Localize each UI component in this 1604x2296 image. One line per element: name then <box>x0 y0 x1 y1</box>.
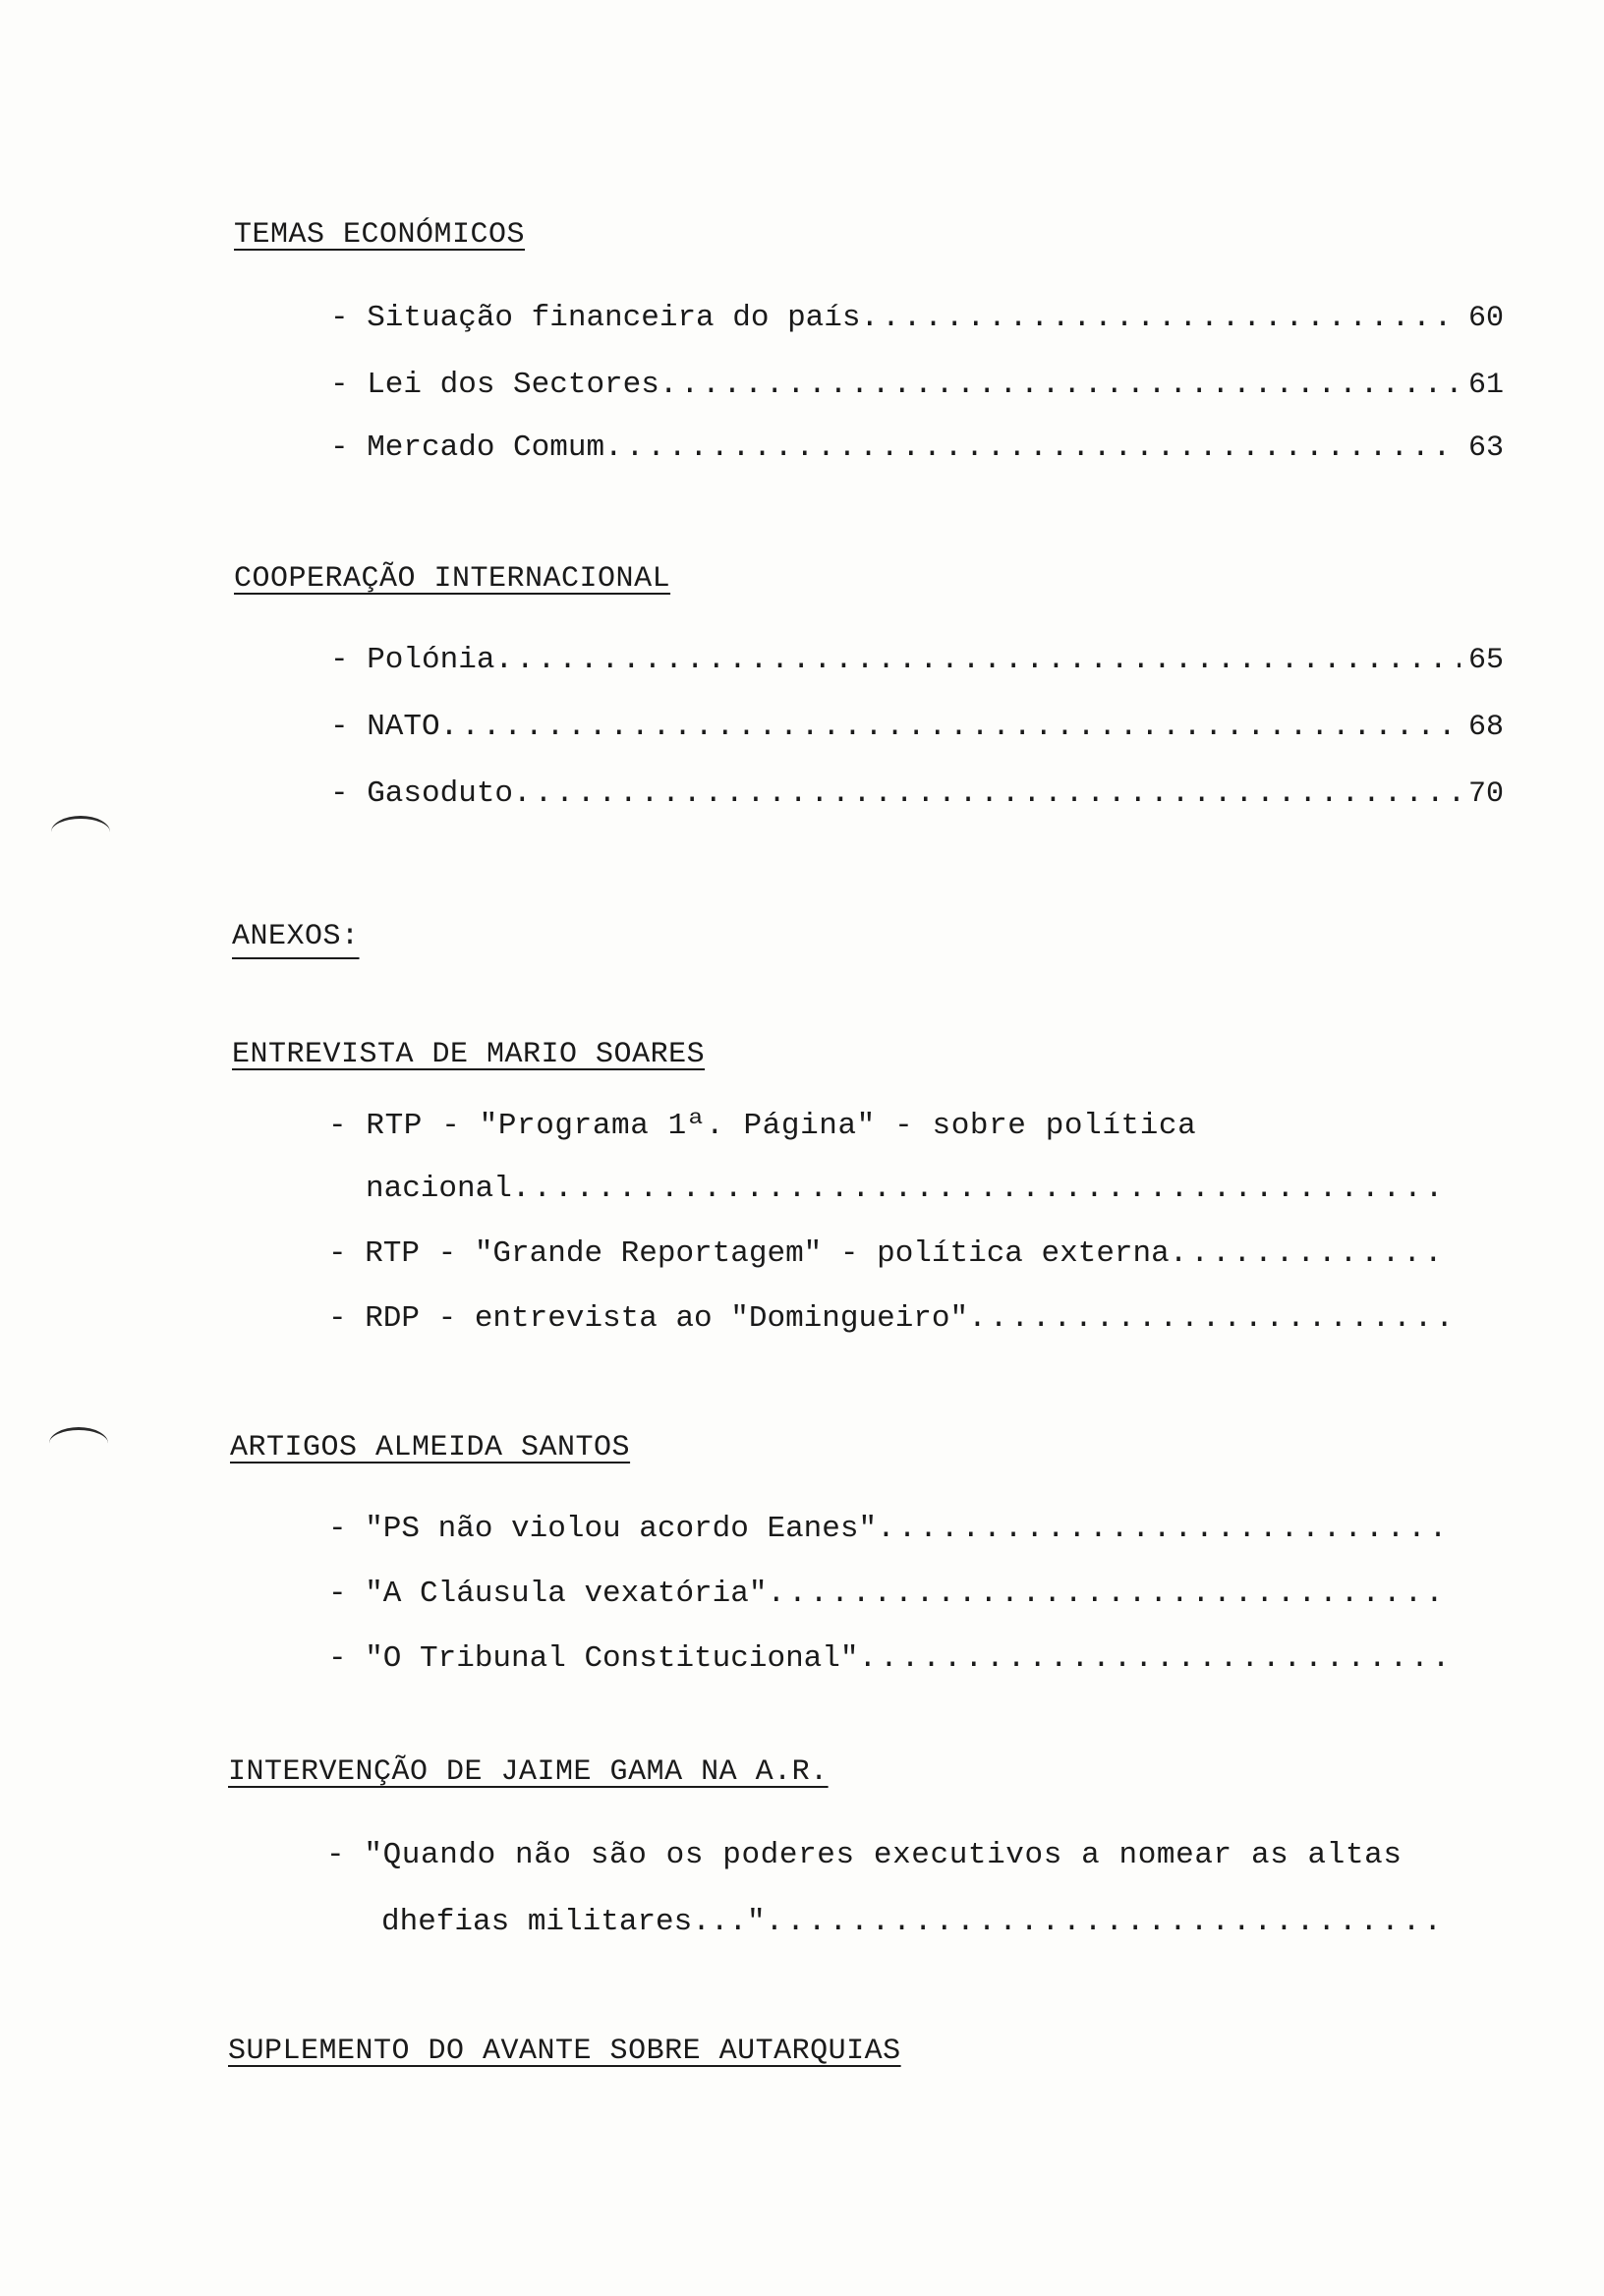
dot-leader <box>512 1172 1449 1206</box>
toc-entry-page: 68 <box>1467 711 1504 744</box>
toc-entry <box>328 1641 1449 1676</box>
section-heading-supplement: SUPLEMENTO DO AVANTE SOBRE AUTARQUIAS <box>228 2035 901 2068</box>
toc-entry-title: - NATO <box>330 710 440 744</box>
dot-leader <box>1170 1236 1449 1271</box>
dot-leader <box>513 776 1461 811</box>
toc-entry-title: - Mercado Comum <box>330 430 605 465</box>
toc-entry <box>328 1512 1449 1546</box>
section-heading-articles: ARTIGOS ALMEIDA SANTOS <box>230 1431 631 1464</box>
toc-entry <box>328 1577 1449 1611</box>
toc-entry <box>366 1172 1449 1206</box>
punch-hole-mark-top <box>51 816 110 848</box>
toc-entry-page: 61 <box>1467 369 1504 402</box>
toc-entry <box>328 1301 1449 1336</box>
dot-leader <box>604 430 1461 465</box>
toc-entry-title: - Polónia <box>330 643 495 677</box>
toc-entry <box>330 430 1504 465</box>
punch-hole-mark-bottom <box>49 1427 108 1460</box>
dot-leader <box>767 1577 1449 1611</box>
toc-entry-page: 65 <box>1467 644 1504 677</box>
dot-leader <box>659 368 1461 402</box>
toc-entry-title: - "O Tribunal Constitucional" <box>328 1641 859 1676</box>
toc-entry-page: 70 <box>1467 777 1504 811</box>
toc-entry-title: - RTP - "Grande Reportagem" - política externa <box>328 1236 1170 1271</box>
toc-entry-title: - "PS não violou acordo Eanes" <box>328 1512 878 1546</box>
toc-entry-title: - Gasoduto <box>330 776 514 811</box>
toc-entry <box>328 1236 1449 1271</box>
dot-leader <box>494 643 1461 677</box>
toc-entry-title: dhefias militares..." <box>381 1905 766 1939</box>
toc-entry <box>381 1905 1449 1939</box>
dot-leader <box>877 1512 1449 1546</box>
dot-leader <box>440 710 1461 744</box>
toc-entry-title: - RDP - entrevista ao "Domingueiro" <box>328 1301 969 1336</box>
section-heading-interview: ENTREVISTA DE MARIO SOARES <box>232 1038 706 1071</box>
dot-leader <box>968 1301 1449 1336</box>
toc-entry <box>330 301 1504 335</box>
dot-leader <box>859 1641 1450 1676</box>
section-heading-economic: TEMAS ECONÓMICOS <box>234 218 526 252</box>
section-heading-cooperation: COOPERAÇÃO INTERNACIONAL <box>234 562 671 596</box>
toc-entry-page: 60 <box>1467 302 1504 335</box>
toc-entry <box>330 776 1504 811</box>
section-heading-intervention: INTERVENÇÃO DE JAIME GAMA NA A.R. <box>228 1755 829 1789</box>
toc-entry-page: 63 <box>1467 431 1504 465</box>
toc-entry-title: - RTP - "Programa 1ª. Página" - sobre política <box>328 1109 1197 1143</box>
toc-entry-title: - Lei dos Sectores <box>330 368 659 402</box>
toc-entry <box>330 368 1504 402</box>
dot-leader <box>861 301 1461 335</box>
toc-entry <box>330 710 1504 744</box>
toc-entry-title: - Situação financeira do país <box>330 301 861 335</box>
toc-entry-title: - "Quando não são os poderes executivos a nomear as altas <box>326 1838 1403 1872</box>
dot-leader <box>766 1905 1449 1939</box>
toc-entry-title: nacional <box>366 1172 512 1206</box>
toc-entry <box>330 643 1504 677</box>
section-heading-annexes: ANEXOS: <box>232 920 360 953</box>
toc-entry-title: - "A Cláusula vexatória" <box>328 1577 768 1611</box>
